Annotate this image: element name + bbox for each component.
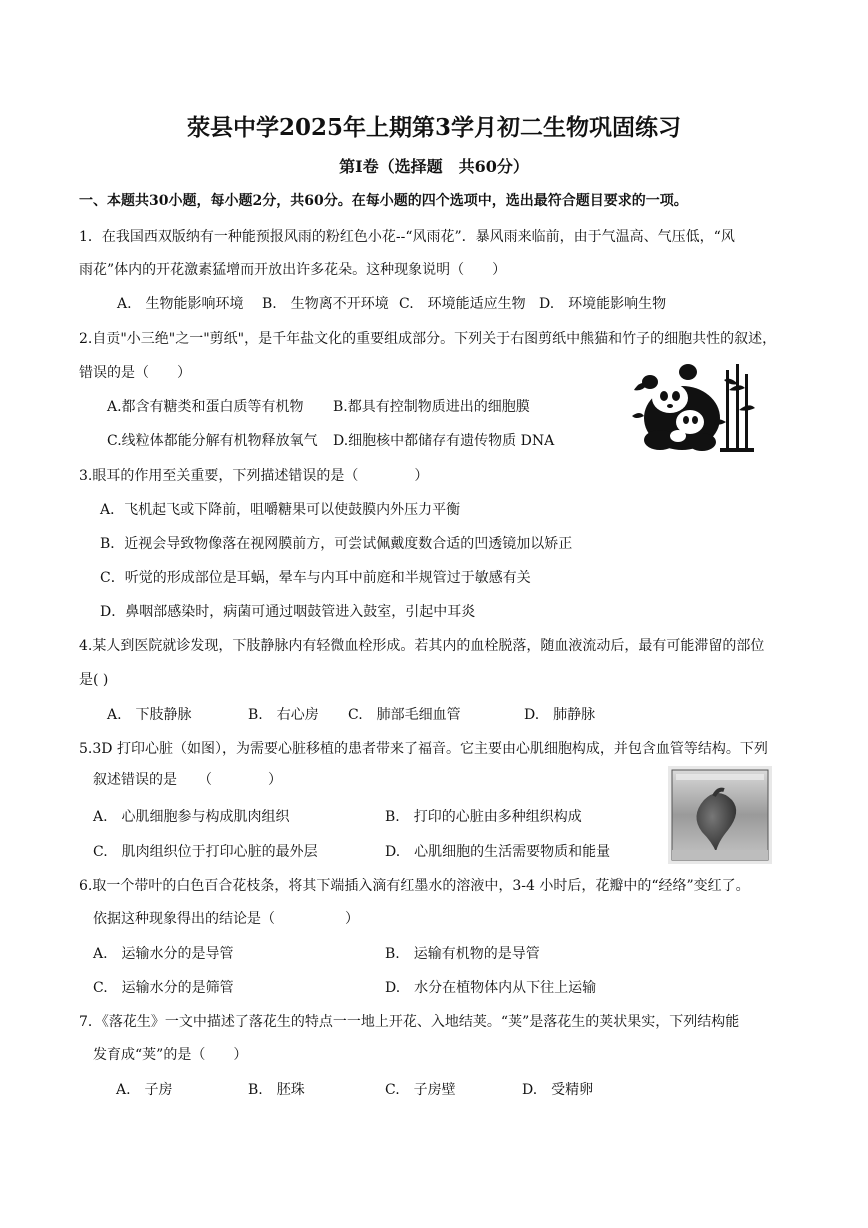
q3-option-b: B．近视会导致物像落在视网膜前方，可尝试佩戴度数合适的凹透镜加以矫正	[100, 536, 573, 552]
q7-option-b: B. 胚珠	[248, 1082, 305, 1098]
q4-option-c: C. 肺部毛细血管	[348, 707, 461, 723]
q1-stem-line1: 1．在我国西双版纳有一种能预报风雨的粉红色小花--“风雨花”．暴风雨来临前，由于气温高、气压低，“风	[79, 229, 735, 245]
q5-option-a: A. 心肌细胞参与构成肌肉组织	[93, 809, 290, 825]
q5-option-d: D. 心肌细胞的生活需要物质和能量	[385, 844, 611, 860]
q5-option-b: B. 打印的心脏由多种组织构成	[385, 809, 582, 825]
q4-option-d: D. 肺静脉	[524, 707, 596, 723]
printed-heart-photo	[668, 766, 772, 864]
q2-option-c: C.线粒体都能分解有机物释放氧气	[107, 433, 318, 449]
q4-option-b: B. 右心房	[248, 707, 319, 723]
q2-stem-line2: 错误的是（ ）	[79, 365, 191, 381]
section-instruction: 一、本题共30小题，每小题2分，共60分。在每小题的四个选项中，选出最符合题目要求的一项。	[79, 193, 688, 209]
q5-option-c: C. 肌肉组织位于打印心脏的最外层	[93, 844, 318, 860]
q4-stem-line1: 4.某人到医院就诊发现，下肢静脉内有轻微血栓形成。若其内的血栓脱落，随血液流动后，最有可能滞留的部位	[79, 638, 765, 654]
q6-stem-line1: 6.取一个带叶的白色百合花枝条，将其下端插入滴有红墨水的溶液中，3-4 小时后，花瓣中的“经络”变红了。	[79, 878, 750, 894]
q5-stem-line2: 叙述错误的是 （ ）	[93, 772, 282, 788]
q6-option-c: C. 运输水分的是筛管	[93, 980, 234, 996]
q4-stem-line2: 是( )	[79, 672, 109, 688]
q5-stem-line1: 5.3D 打印心脏（如图），为需要心脏移植的患者带来了福音。它主要由心肌细胞构成，并包含血管等结构。下列	[79, 741, 768, 757]
q1-option-d: D. 环境能影响生物	[539, 296, 667, 312]
q1-option-b: B. 生物离不开环境	[262, 296, 389, 312]
q7-option-d: D. 受精卵	[522, 1082, 594, 1098]
q6-option-d: D. 水分在植物体内从下往上运输	[385, 980, 597, 996]
q6-stem-line2: 依据这种现象得出的结论是（ ）	[93, 911, 359, 927]
q3-stem: 3.眼耳的作用至关重要，下列描述错误的是（ ）	[79, 468, 429, 484]
q2-option-a: A.都含有糖类和蛋白质等有机物	[107, 399, 304, 415]
q1-stem-line2: 雨花”体内的开花激素猛增而开放出许多花朵。这种现象说明（ ）	[79, 262, 507, 278]
q3-option-c: C．听觉的形成部位是耳蜗，晕车与内耳中前庭和半规管过于敏感有关	[100, 570, 531, 586]
q7-option-a: A. 子房	[116, 1082, 173, 1098]
q7-option-c: C. 子房壁	[385, 1082, 456, 1098]
q1-option-a: A. 生物能影响环境	[117, 296, 244, 312]
q4-option-a: A. 下肢静脉	[107, 707, 192, 723]
q2-stem-line1: 2.自贡"小三绝"之一"剪纸"，是千年盐文化的重要组成部分。下列关于右图剪纸中熊猫和竹子的细胞共性的叙述，	[79, 331, 777, 347]
q6-option-b: B. 运输有机物的是导管	[385, 946, 540, 962]
q3-option-a: A．飞机起飞或下降前，咀嚼糖果可以使鼓膜内外压力平衡	[100, 502, 461, 518]
q3-option-d: D．鼻咽部感染时，病菌可通过咽鼓管进入鼓室，引起中耳炎	[100, 604, 476, 620]
q2-option-b: B.都具有控制物质进出的细胞膜	[333, 399, 530, 415]
section-subtitle: 第Ⅰ卷（选择题 共60分）	[339, 157, 529, 176]
page-title: 荥县中学2025年上期第3学月初二生物巩固练习	[186, 114, 682, 141]
q1-option-c: C. 环境能适应生物	[399, 296, 526, 312]
q7-stem-line2: 发育成“荚”的是（ ）	[93, 1047, 248, 1063]
q2-option-d: D.细胞核中都储存有遗传物质 DNA	[333, 433, 555, 449]
q7-stem-line1: 7．《落花生》一文中描述了落花生的特点一一地上开花、入地结荚。“荚”是落花生的荚状果实，下列结构能	[79, 1014, 740, 1030]
q6-option-a: A. 运输水分的是导管	[93, 946, 234, 962]
panda-papercut-image	[630, 360, 756, 456]
